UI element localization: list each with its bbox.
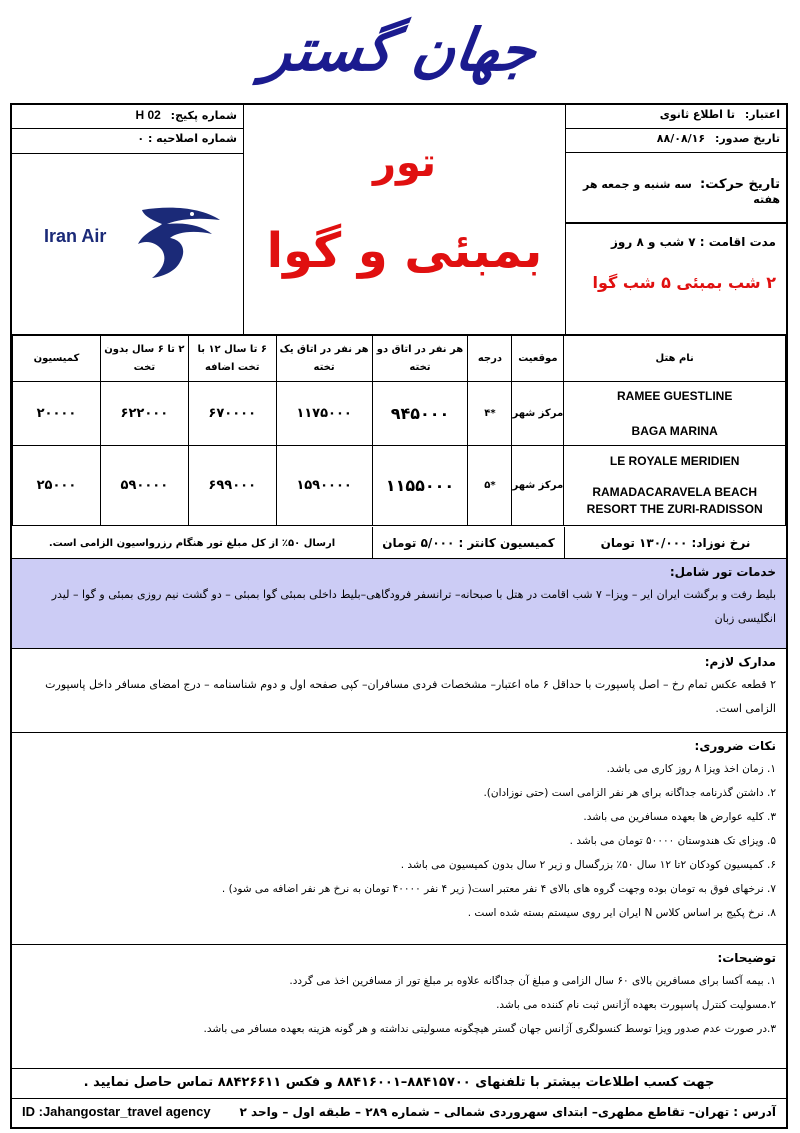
brand-title: جهان گستر [259, 16, 541, 84]
stay-split: ۲ شب بمبئی ۵ شب گوا [592, 273, 776, 292]
col-child-nobed: ۲ تا ۶ سال بدون تخت [100, 336, 188, 382]
hotel-price-table [12, 335, 786, 526]
rates-row [12, 527, 786, 559]
stay-duration: مدت اقامت : ۷ شب و ۸ روز [611, 235, 776, 249]
remarks-title: توضیحات: [717, 951, 776, 965]
revision-row: شماره اصلاحیه : ۰ [137, 132, 237, 145]
tour-dates [566, 105, 786, 335]
iran-air-logo: Iran Air [32, 200, 232, 280]
col-single: هر نفر در اتاق یک تخته [276, 336, 372, 382]
note-item: ۷. نرخهای فوق به تومان بوده وجهت گروه های بالای ۴ نفر معتبر است( زیر ۴ نفر ۴۰۰۰۰ تومان به نرخ هر نفر اضافه می شود) . [221, 883, 776, 895]
documents-text: ۲ قطعه عکس تمام رخ – اصل پاسپورت با حداقل ۶ ماه اعتبار– مشخصات فردی مسافران– کپی صفحه اول و دوم شناسنامه – درج امضای مسافر داخل پاسپورت الزامی است. [45, 678, 776, 715]
documents-title: مدارک لازم: [704, 655, 776, 669]
package-number: H 02 [135, 108, 161, 122]
note-item: ۲. داشتن گذرنامه جداگانه برای هر نفر الزامی است (حتی نوزادان). [483, 787, 776, 799]
hotel-names: RAMEE GUESTLINE BAGA MARINA [564, 382, 786, 446]
table-row: RAMEE GUESTLINE BAGA MARINA مرکز شهر *۴ ۹۴۵۰۰۰ ۱۱۷۵۰۰۰ ۶۷۰۰۰۰ ۶۲۲۰۰۰ ۲۰۰۰۰ [13, 382, 786, 446]
tour-label: تور [372, 140, 437, 186]
departure-row: تاریخ حرکت: سه شنبه و جمعه هر هفته [566, 153, 786, 223]
note-item: ۸. نرخ پکیج بر اساس کلاس N ایران ایر روی سیستم بسته شده است . [467, 907, 776, 919]
table-header-row [13, 336, 786, 382]
package-number-row: شماره پکیج: H 02 [12, 105, 243, 129]
tour-title-box [244, 105, 566, 335]
remark-item: ۳.در صورت عدم صدور ویزا توسط کنسولگری آژانس جهان گستر هیچگونه مسولیتی نداشته و هر گونه هزینه بعهده مسافر می باشد. [203, 1023, 776, 1035]
notes-section [12, 733, 786, 945]
services-text: بلیط رفت و برگشت ایران ایر – ویزا– ۷ شب اقامت در هتل با صبحانه– ترانسفر فرودگاهی–بلیط داخلی بمبئی گوا بمبئی – دو گشت نیم روزی بمبئی و گوا – لیدر انگلیسی زبان [51, 588, 776, 625]
documents-section [12, 649, 786, 733]
services-section [12, 559, 786, 649]
validity-row: اعتبار: تا اطلاع ثانوی [566, 105, 786, 129]
infant-rate: نرخ نوزاد: ۱۳۰/۰۰۰ تومان [564, 527, 786, 559]
deposit-note: ارسال ۵۰٪ از کل مبلغ تور هنگام رزرواسیون الزامی است. [48, 537, 336, 549]
tour-name: بمبئی و گوا [266, 223, 543, 279]
remarks-section [12, 945, 786, 1069]
col-location: موقعیت [512, 336, 564, 382]
tour-sheet [10, 103, 788, 1129]
note-item: ۳. کلیه عوارض ها بعهده مسافرین می باشد. [583, 811, 776, 823]
col-commission: کمیسیون [13, 336, 101, 382]
table-row: LE ROYALE MERIDIEN RAMADACARAVELA BEACH RESORT THE ZURI-RADISSON مرکز شهر *۵ ۱۱۵۵۰۰۰ ۱۵۹۰۰۰۰ ۶۹۹۰۰۰ ۵۹۰۰۰۰ ۲۵۰۰۰ [13, 446, 786, 526]
col-hotel: نام هتل [564, 336, 786, 382]
agency-id: ID :Jahangostar_travel agency [22, 1104, 211, 1119]
tour-header [12, 105, 786, 335]
note-item: ۱. زمان اخذ ویزا ۸ روز کاری می باشد. [606, 763, 776, 775]
issue-date-row: تاریخ صدور: ۸۸/۰۸/۱۶ [566, 129, 786, 153]
services-title: خدمات تور شامل: [669, 565, 776, 579]
address-text: آدرس : تهران– تقاطع مطهری– ابتدای سهروردی شمالی – شماره ۲۸۹ – طبقه اول – واحد ۲ [239, 1105, 776, 1119]
brand-logo [0, 0, 800, 100]
col-double: هر نفر در اتاق دو تخته [372, 336, 468, 382]
col-child-bed: ۶ تا سال ۱۲ با تخت اضافه [188, 336, 276, 382]
note-item: ۵. ویزای تک هندوستان ۵۰۰۰۰ تومان می باشد . [569, 835, 776, 847]
homa-bird-icon [132, 200, 222, 280]
note-item: ۶. کمیسیون کودکان ۲تا ۱۲ سال ۵۰٪ بزرگسال و زیر ۲ سال بدون کمیسیون می باشد . [400, 859, 776, 871]
counter-commission: کمیسیون کانتر : ۵/۰۰۰ تومان [372, 527, 564, 559]
address-row [12, 1099, 786, 1127]
remark-item: ۱. بیمه آکسا برای مسافرین بالای ۶۰ سال الزامی و مبلغ آن جداگانه علاوه بر مبلغ تور از مسافرین اخذ می گردد. [289, 975, 776, 987]
col-stars: درجه [468, 336, 512, 382]
notes-title: نکات ضروری: [694, 739, 776, 753]
package-info [12, 105, 244, 335]
remark-item: ۲.مسولیت کنترل پاسپورت بعهده آژانس ثبت نام کننده می باشد. [496, 999, 776, 1011]
contact-line: جهت کسب اطلاعات بیشتر با تلفنهای ۸۸۴۱۵۷۰۰–۸۸۴۱۶۰۰۱ و فکس ۸۸۴۲۶۶۱۱ تماس حاصل نمایید . [12, 1069, 786, 1099]
hotel-names: LE ROYALE MERIDIEN RAMADACARAVELA BEACH RESORT THE ZURI-RADISSON [564, 446, 786, 526]
